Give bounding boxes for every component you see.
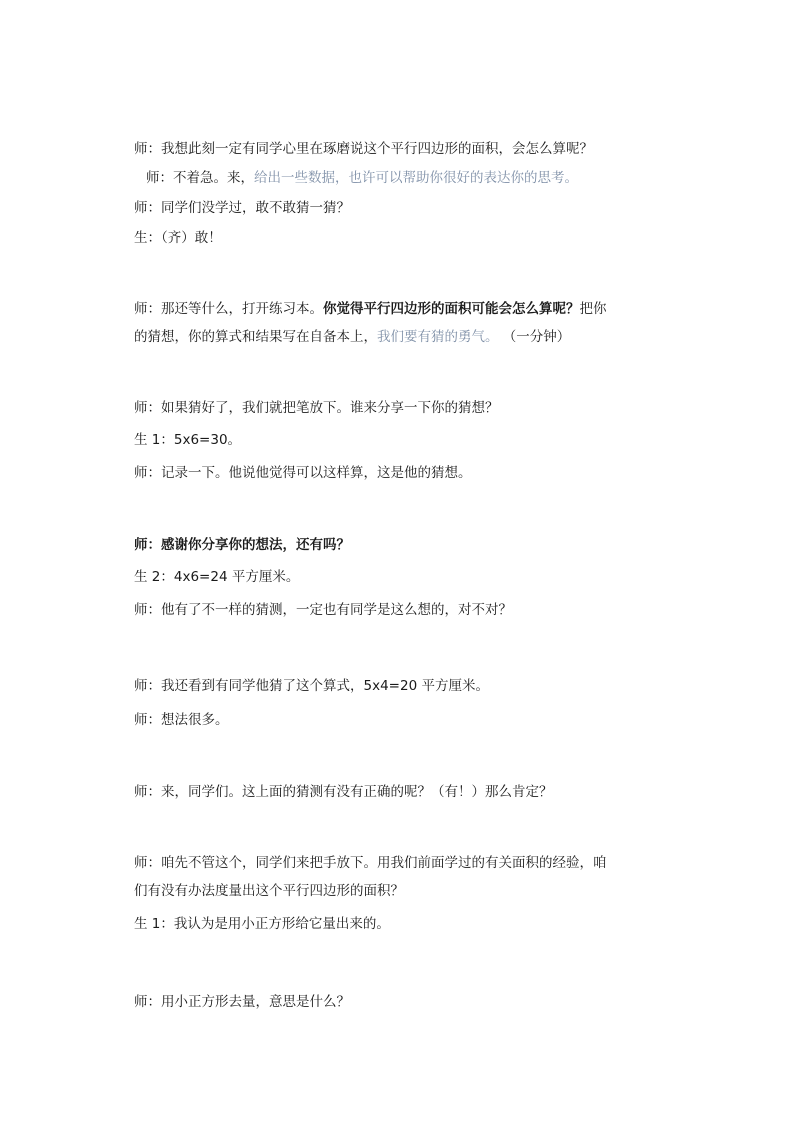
dialogue-line: 生：（齐）敢！ (134, 230, 222, 246)
dialogue-line: 师：那还等什么，打开练习本。你觉得平行四边形的面积可能会怎么算呢？把你 (134, 301, 607, 317)
dialogue-line: 生 2：4x6=24 平方厘米。 (134, 569, 300, 585)
dialogue-line: 师：他有了不一样的猜测，一定也有同学是这么想的，对不对？ (134, 602, 512, 618)
bold-text: 师：感谢你分享你的想法，还有吗？ (134, 537, 350, 553)
dialogue-line: 师：我想此刻一定有同学心里在琢磨说这个平行四边形的面积，会怎么算呢？ (134, 141, 593, 157)
dialogue-line: 师：不着急。来，给出一些数据，也许可以帮助你很好的表达你的思考。 (146, 170, 578, 186)
dialogue-line: 生 1：5x6=30。 (134, 432, 242, 448)
dialogue-line: 师：我还看到有同学他猜了这个算式，5x4=20 平方厘米。 (134, 678, 489, 694)
dialogue-line: 师：用小正方形去量，意思是什么？ (134, 994, 350, 1010)
highlighted-text: 给出一些数据，也许可以帮助你很好的表达你的思考。 (254, 170, 578, 186)
bold-text: 你觉得平行四边形的面积可能会怎么算呢？ (323, 301, 580, 317)
dialogue-line: 师：同学们没学过，敢不敢猜一猜？ (134, 200, 350, 216)
dialogue-line: 师：想法很多。 (134, 712, 229, 728)
dialogue-line: 们有没有办法度量出这个平行四边形的面积？ (134, 883, 404, 899)
dialogue-line (134, 535, 664, 555)
dialogue-line: 的猜想，你的算式和结果写在自备本上，我们要有猜的勇气。 （一分钟） (134, 329, 571, 345)
dialogue-line: 生 1：我认为是用小正方形给它量出来的。 (134, 916, 390, 932)
dialogue-line: 师：来，同学们。这上面的猜测有没有正确的呢？（有！）那么肯定？ (134, 784, 553, 800)
highlighted-text: 我们要有猜的勇气。 (377, 329, 499, 345)
dialogue-line: 师：记录一下。他说他觉得可以这样算，这是他的猜想。 (134, 465, 472, 481)
dialogue-line: 师：咱先不管这个，同学们来把手放下。用我们前面学过的有关面积的经验，咱 (134, 855, 607, 871)
dialogue-line: 师：如果猜好了，我们就把笔放下。谁来分享一下你的猜想？ (134, 400, 499, 416)
